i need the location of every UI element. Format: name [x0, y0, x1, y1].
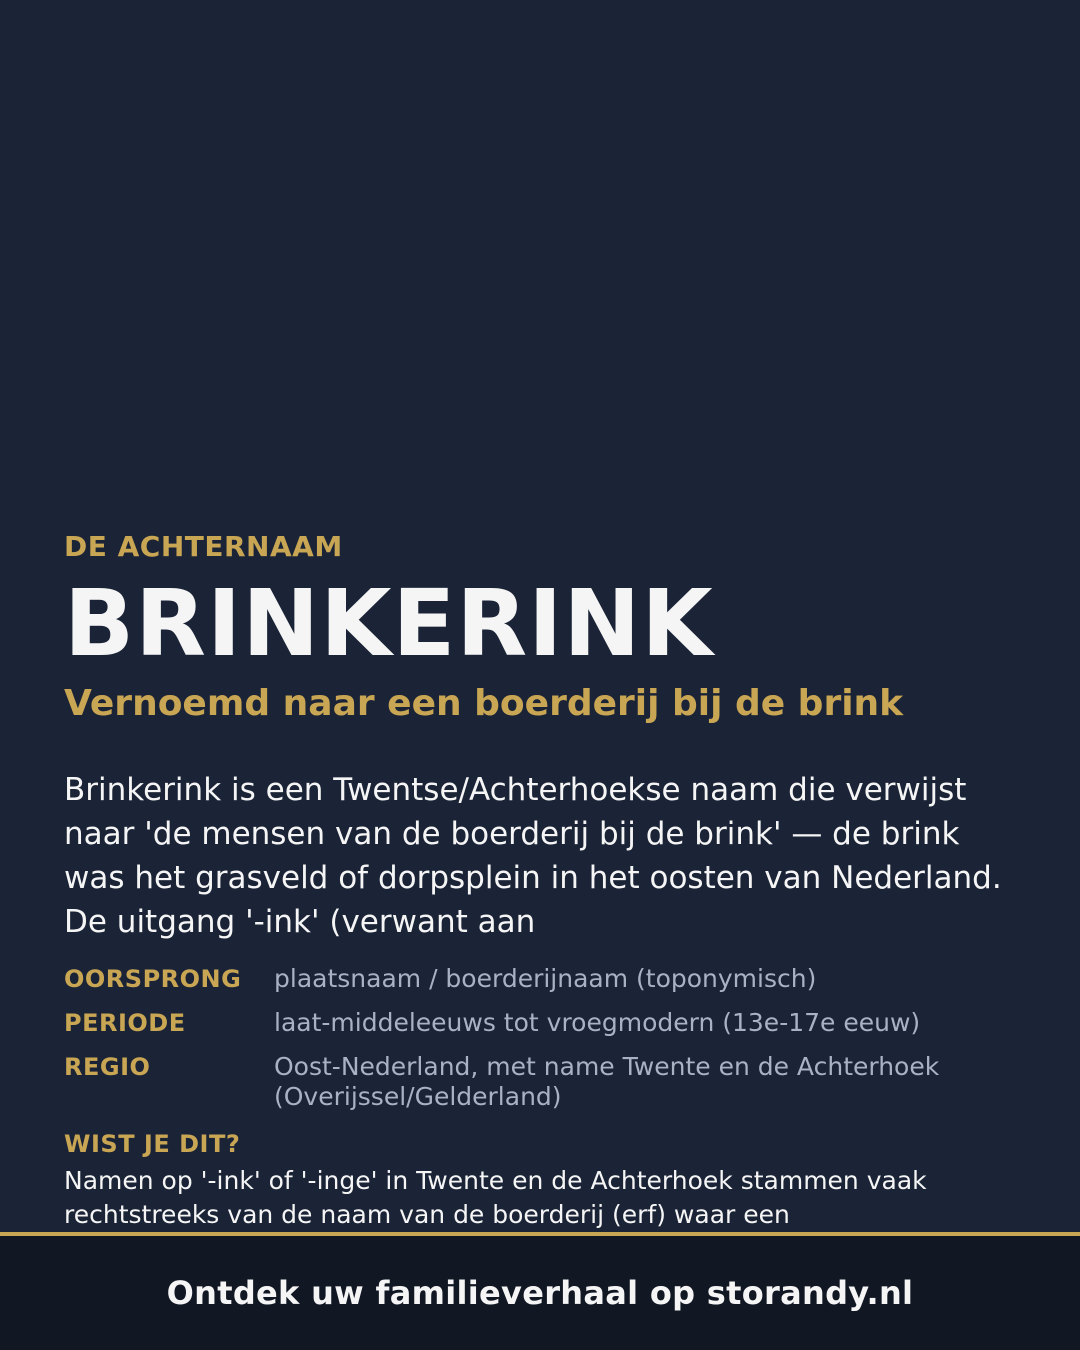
- footer-banner: [0, 1232, 1080, 1350]
- fact-label: OORSPRONG: [64, 965, 242, 993]
- eyebrow-label: DE ACHTERNAAM: [64, 530, 343, 563]
- surname-tagline: Vernoemd naar een boerderij bij de brink: [64, 683, 904, 724]
- did-you-know-text: Namen op '-ink' of '-inge' in Twente en de Achterhoek stammen vaak rechtstreeks van de naam van de boerderij (erf) waar een: [64, 1166, 927, 1229]
- surname-title: BRINKERINK: [64, 570, 714, 677]
- did-you-know-label: WIST JE DIT?: [64, 1130, 241, 1158]
- facts-list: [64, 964, 1024, 1126]
- fact-value: plaatsnaam / boerderijnaam (toponymisch): [274, 964, 817, 993]
- fact-label: PERIODE: [64, 1009, 186, 1037]
- fact-row-region: [64, 1052, 1024, 1112]
- fact-label: REGIO: [64, 1053, 151, 1081]
- fact-row-period: [64, 1008, 1024, 1038]
- fact-value: Oost-Nederland, met name Twente en de Achterhoek (Overijssel/Gelderland): [274, 1052, 940, 1111]
- fact-row-origin: [64, 964, 1024, 994]
- footer-cta-link[interactable]: Ontdek uw familieverhaal op storandy.nl: [166, 1274, 914, 1312]
- fact-value: laat-middeleeuws tot vroegmodern (13e-17e eeuw): [274, 1008, 921, 1037]
- surname-description: Brinkerink is een Twentse/Achterhoekse naam die verwijst naar 'de mensen van de boerderij bij de brink' — de brink was het grasveld of dorpsplein in het oosten van Nederland. De uitgang '-ink' (verwant aan: [64, 772, 1002, 940]
